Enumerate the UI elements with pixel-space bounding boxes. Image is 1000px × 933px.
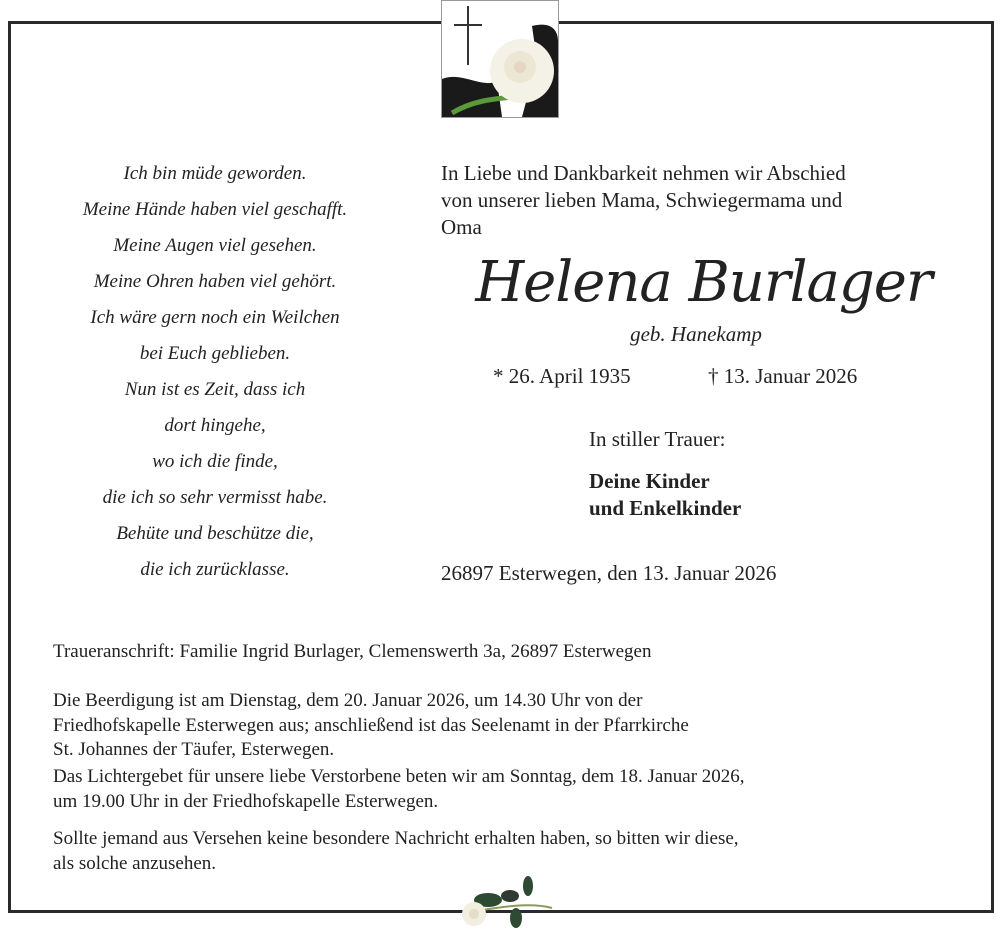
address: Traueranschrift: Familie Ingrid Burlager, Clemenswerth 3a, 26897 Esterwegen (53, 641, 652, 662)
intro-line: Oma (441, 215, 482, 239)
maiden-name: geb. Hanekamp (630, 322, 762, 346)
poem-line: Nun ist es Zeit, dass ich (124, 379, 306, 400)
poem-line: Behüte und beschütze die, (116, 523, 314, 544)
prayer-line: um 19.00 Uhr in der Friedhofskapelle Esterwegen. (53, 790, 439, 812)
frame-right (991, 21, 994, 913)
poem-line: wo ich die finde, (152, 451, 278, 472)
poem-line: bei Euch geblieben. (139, 343, 291, 364)
intro-line: von unserer lieben Mama, Schwiegermama und (441, 188, 843, 212)
intro-line: In Liebe und Dankbarkeit nehmen wir Abschied (441, 161, 846, 185)
poem-line: Meine Augen viel gesehen. (113, 235, 317, 256)
intro-text (441, 160, 846, 241)
funeral-line: Die Beerdigung ist am Dienstag, dem 20. Januar 2026, um 14.30 Uhr von der (53, 690, 643, 711)
poem-line: die ich zurücklasse. (140, 559, 290, 580)
funeral-info (53, 689, 689, 763)
frame-top-right (558, 21, 994, 24)
poem-line: dort hingehe, (164, 415, 266, 436)
notice-line: als solche anzusehen. (53, 852, 217, 874)
notice-line: Sollte jemand aus Versehen keine besondere Nachricht erhalten haben, so bitten wir diese, (53, 828, 739, 849)
poem-line: die ich so sehr vermisst habe. (102, 487, 328, 508)
poem-line: Ich bin müde geworden. (123, 163, 307, 184)
notice-info (53, 827, 739, 876)
place-date: 26897 Esterwegen, den 13. Januar 2026 (441, 561, 777, 585)
mourning-label: In stiller Trauer: (589, 427, 726, 451)
poem-line: Meine Ohren haben viel gehört. (93, 271, 337, 292)
prayer-info (53, 765, 745, 814)
family-line: Deine Kinder (589, 469, 710, 493)
poem-line: Meine Hände haben viel geschafft. (82, 199, 348, 220)
poem (20, 156, 410, 588)
funeral-line: Friedhofskapelle Esterwegen aus; anschließend ist das Seelenamt in der Pfarrkirche (53, 714, 689, 736)
frame-top-left (8, 21, 441, 24)
rose-icon (440, 872, 560, 933)
family-line: und Enkelkinder (589, 496, 742, 520)
deceased-name: Helena Burlager (475, 250, 932, 315)
family-signature (589, 468, 741, 522)
poem-line: Ich wäre gern noch ein Weilchen (90, 307, 340, 328)
cross-rose-image (441, 0, 559, 118)
death-date: † 13. Januar 2026 (708, 364, 858, 388)
prayer-line: Das Lichtergebet für unsere liebe Verstorbene beten wir am Sonntag, dem 18. Januar 2026, (53, 766, 745, 787)
frame-left (8, 21, 11, 913)
birth-date: * 26. April 1935 (493, 364, 631, 388)
funeral-line: St. Johannes der Täufer, Esterwegen. (53, 739, 335, 760)
